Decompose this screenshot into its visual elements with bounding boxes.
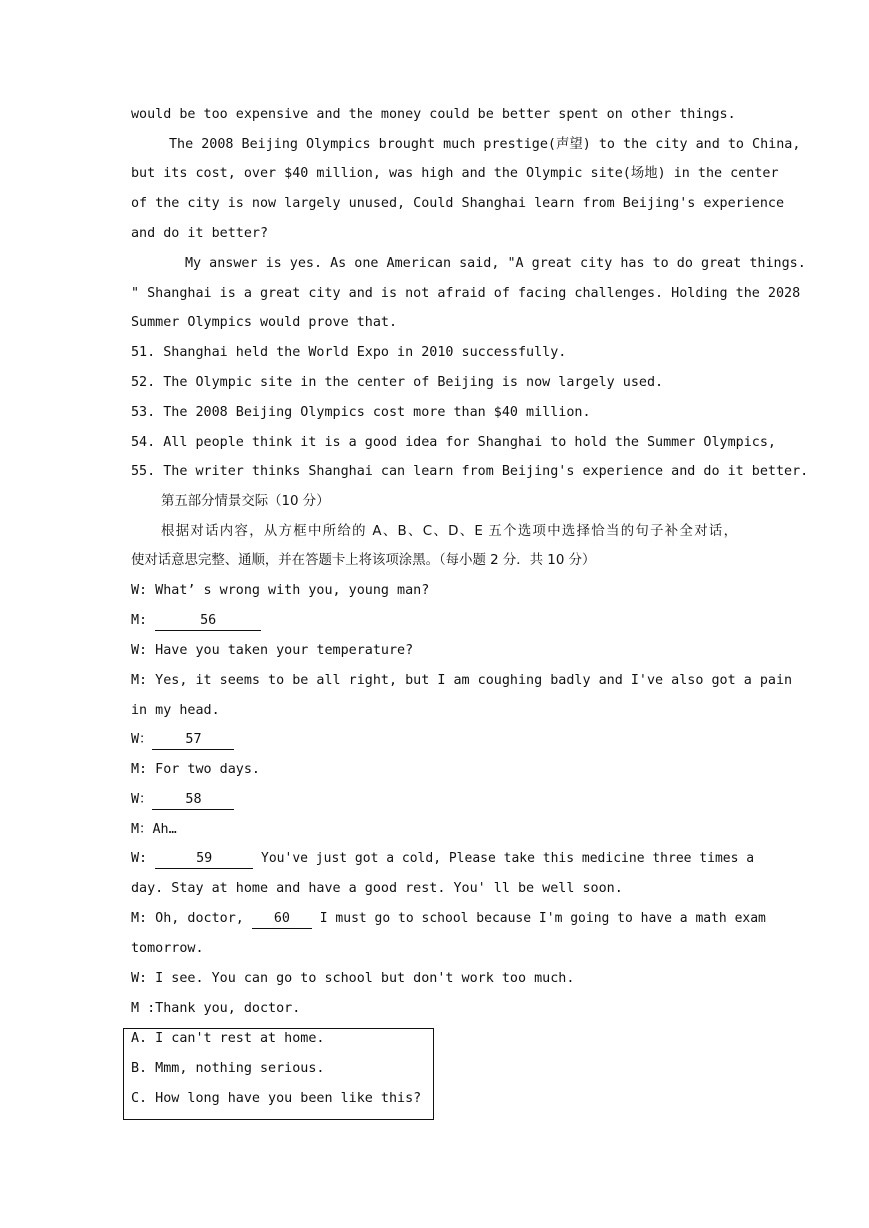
blank-58[interactable]: 58	[152, 789, 234, 810]
option-c[interactable]: C. How long have you been like this?	[131, 1091, 422, 1106]
speaker-label: W：	[131, 792, 153, 807]
dialogue-line: W: Have you taken your temperature?	[131, 643, 414, 658]
option-b[interactable]: B. Mmm, nothing serious.	[131, 1061, 325, 1076]
passage-line: would be too expensive and the money could be better spent on other things.	[131, 107, 736, 122]
statement-53: 53. The 2008 Beijing Olympics cost more than $40 million.	[131, 405, 591, 420]
dialogue-line: day. Stay at home and have a good rest. You' ll be well soon.	[131, 881, 623, 896]
passage-line: " Shanghai is a great city and is not afraid of facing challenges. Holding the 2028	[131, 286, 801, 301]
statement-54: 54. All people think it is a good idea for Shanghai to hold the Summer Olympics,	[131, 435, 776, 450]
dialogue-line	[131, 610, 737, 632]
blank-60[interactable]: 60	[252, 908, 312, 929]
passage-line: and do it better?	[131, 226, 269, 241]
speaker-label: W：	[131, 732, 153, 747]
passage-line: The 2008 Beijing Olympics brought much prestige(声望) to the city and to China,	[169, 137, 801, 152]
dialogue-line	[131, 789, 737, 811]
passage-line: but its cost, over $40 million, was high and the Olympic site(场地) in the center	[131, 166, 779, 181]
dialogue-line: M: Yes, it seems to be all right, but I am coughing badly and I've also got a pain	[131, 673, 793, 688]
options-box	[123, 1028, 434, 1120]
dialogue-line	[131, 848, 755, 870]
section-heading: 第五部分情景交际（10 分）	[161, 494, 330, 509]
section-instructions: 使对话意思完整、通顺，并在答题卡上将该项涂黑。（每小题 2 分．共 10 分）	[131, 553, 596, 568]
speaker-label: M:	[131, 613, 156, 628]
option-a[interactable]: A. I can't rest at home.	[131, 1031, 325, 1046]
dialogue-line	[131, 729, 737, 751]
dialogue-line: M：Ah…	[131, 822, 177, 837]
dialogue-text: I must go to school because I'm going to have a math exam	[311, 911, 766, 926]
dialogue-line: M: For two days.	[131, 762, 260, 777]
dialogue-line	[131, 908, 766, 930]
blank-57[interactable]: 57	[152, 729, 234, 750]
dialogue-line: W: I see. You can go to school but don't work too much.	[131, 971, 575, 986]
dialogue-line: M :Thank you, doctor.	[131, 1001, 301, 1016]
passage-line: My answer is yes. As one American said, "A great city has to do great things.	[185, 256, 806, 271]
statement-52: 52. The Olympic site in the center of Beijing is now largely used.	[131, 375, 664, 390]
dialogue-line: W: What’ s wrong with you, young man?	[131, 583, 430, 598]
dialogue-text: You've just got a cold, Please take this medicine three times a	[253, 851, 755, 866]
passage-line: Summer Olympics would prove that.	[131, 315, 398, 330]
speaker-label: W:	[131, 851, 156, 866]
blank-59[interactable]: 59	[155, 848, 253, 869]
blank-56[interactable]: 56	[155, 610, 261, 631]
statement-51: 51. Shanghai held the World Expo in 2010 successfully.	[131, 345, 567, 360]
statement-55: 55. The writer thinks Shanghai can learn from Beijing's experience and do it better.	[131, 464, 809, 479]
section-instructions: 根据对话内容，从方框中所给的 A、B、C、D、E 五个选项中选择恰当的句子补全对话，	[161, 524, 737, 539]
dialogue-line: tomorrow.	[131, 941, 204, 956]
passage-line: of the city is now largely unused, Could Shanghai learn from Beijing's experience	[131, 196, 785, 211]
speaker-label: M: Oh, doctor,	[131, 911, 252, 926]
dialogue-line: in my head.	[131, 703, 220, 718]
